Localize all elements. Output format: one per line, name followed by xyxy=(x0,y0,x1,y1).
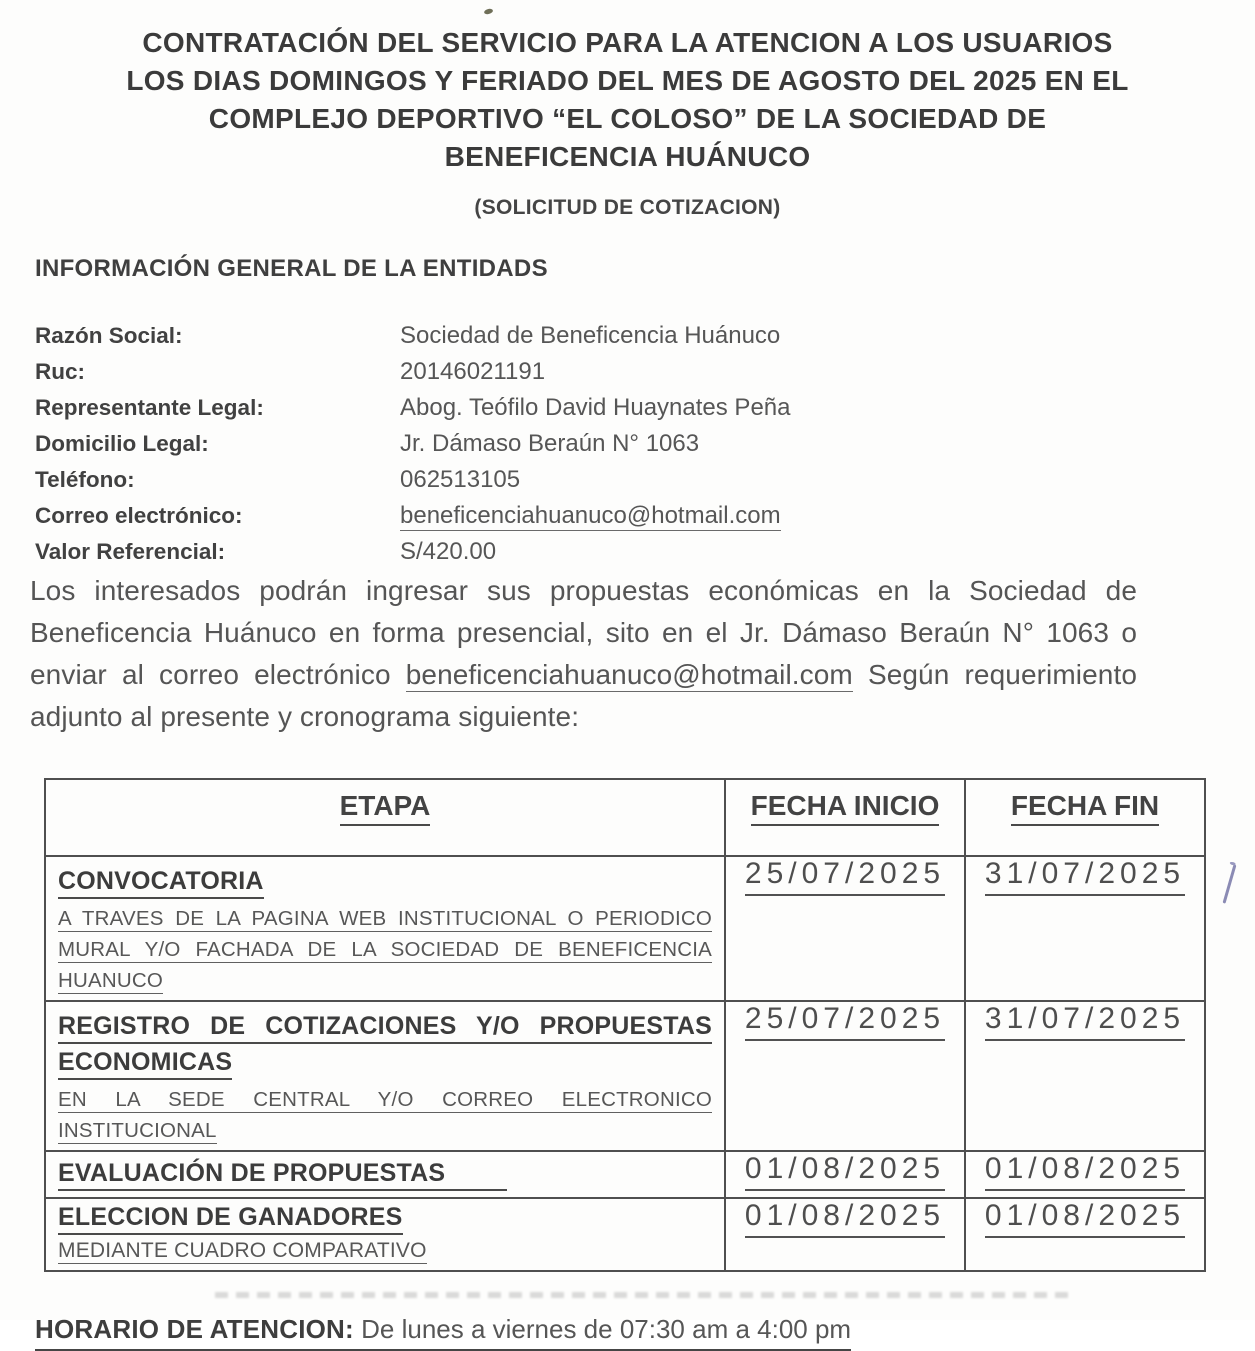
info-row-razon-social xyxy=(35,318,1255,354)
etapa-title xyxy=(58,1201,712,1233)
fecha-inicio-value: 25/07/2025 xyxy=(745,1002,945,1041)
document-subtitle: (SOLICITUD DE COTIZACION) xyxy=(474,196,781,219)
table-header-etapa-label: ETAPA xyxy=(340,790,431,826)
info-value: 20146021191 xyxy=(400,358,546,385)
info-value: 062513105 xyxy=(400,466,521,493)
table-row-registro-cotizaciones xyxy=(45,1001,1205,1151)
fecha-fin-cell xyxy=(965,856,1205,1001)
etapa-detail xyxy=(58,903,712,996)
fecha-fin-value: 01/08/2025 xyxy=(985,1152,1185,1191)
info-row-correo-electronico xyxy=(35,498,1255,534)
table-row-evaluacion-propuestas xyxy=(45,1151,1205,1198)
info-label: Correo electrónico: xyxy=(35,503,243,528)
title-line-4: BENEFICENCIA HUÁNUCO xyxy=(444,141,811,172)
etapa-detail xyxy=(58,1235,712,1266)
info-label: Teléfono: xyxy=(35,467,135,492)
etapa-detail-text: A TRAVES DE LA PAGINA WEB INSTITUCIONAL O PERIODICO MURAL Y/O FACHADA DE LA SOCIEDAD DE BENEFICENCIA HUANUCO xyxy=(58,907,712,992)
etapa-detail xyxy=(58,1084,712,1146)
fecha-fin-cell xyxy=(965,1001,1205,1151)
info-label: Razón Social: xyxy=(35,323,183,348)
table-header-etapa xyxy=(45,779,725,856)
etapa-title-text: EVALUACIÓN DE PROPUESTAS xyxy=(58,1159,507,1191)
fecha-fin-cell xyxy=(965,1198,1205,1271)
scan-speck xyxy=(484,8,494,15)
cutoff-text-remnant xyxy=(215,1292,1070,1298)
info-row-ruc xyxy=(35,354,1255,390)
etapa-title xyxy=(58,1155,712,1191)
etapa-title-text: CONVOCATORIA xyxy=(58,867,264,899)
fecha-inicio-cell xyxy=(725,1198,965,1271)
etapa-detail-text: MEDIANTE CUADRO COMPARATIVO xyxy=(58,1239,427,1262)
info-row-representante-legal xyxy=(35,390,1255,426)
email-address: beneficenciahuanuco@hotmail.com xyxy=(405,659,853,690)
horario-label: HORARIO DE ATENCION: xyxy=(35,1314,354,1344)
etapa-cell xyxy=(45,1198,725,1271)
horario-underlined-text xyxy=(35,1314,851,1351)
etapa-title-text: REGISTRO DE COTIZACIONES Y/O PROPUESTAS ECONOMICAS xyxy=(58,1012,712,1080)
entity-info-list xyxy=(35,318,1255,570)
table-row-convocatoria xyxy=(45,856,1205,1001)
table-header-fecha-fin-label: FECHA FIN xyxy=(1011,790,1159,826)
document-title xyxy=(0,24,1255,176)
intro-paragraph xyxy=(30,570,1137,738)
etapa-cell xyxy=(45,856,725,1001)
fecha-inicio-cell xyxy=(725,1151,965,1198)
info-label: Representante Legal: xyxy=(35,395,264,420)
etapa-cell xyxy=(45,1151,725,1198)
table-header-fecha-inicio-label: FECHA INICIO xyxy=(751,790,940,826)
info-value: Abog. Teófilo David Huaynates Peña xyxy=(400,394,791,421)
schedule-table xyxy=(44,778,1206,1272)
paragraph-text-after-email: Según requerimiento adjunto al presente y cronograma siguiente: xyxy=(30,659,1137,732)
fecha-fin-cell xyxy=(965,1151,1205,1198)
info-row-valor-referencial xyxy=(35,534,1255,570)
info-label: Valor Referencial: xyxy=(35,539,226,564)
title-line-1: CONTRATACIÓN DEL SERVICIO PARA LA ATENCION A LOS USUARIOS xyxy=(142,27,1113,58)
fecha-inicio-value: 01/08/2025 xyxy=(745,1152,945,1191)
table-header-fecha-inicio xyxy=(725,779,965,856)
info-value: S/420.00 xyxy=(400,538,497,565)
fecha-inicio-value: 01/08/2025 xyxy=(745,1199,945,1238)
fecha-inicio-value: 25/07/2025 xyxy=(745,857,945,896)
info-value: Sociedad de Beneficencia Huánuco xyxy=(400,322,781,349)
info-row-telefono xyxy=(35,462,1255,498)
table-header-row xyxy=(45,779,1205,856)
paragraph-text-before-email: Los interesados podrán ingresar sus propuestas económicas en la Sociedad de Beneficencia Huánuco en forma presencial, sito en el Jr. Dámaso Beraún N° 1063 o enviar al correo electrónico xyxy=(30,575,1137,690)
horario-atencion-line xyxy=(35,1314,1255,1345)
fecha-inicio-cell xyxy=(725,1001,965,1151)
etapa-detail-text: EN LA SEDE CENTRAL Y/O CORREO ELECTRONICO INSTITUCIONAL xyxy=(58,1088,712,1142)
fecha-fin-value: 01/08/2025 xyxy=(985,1199,1185,1238)
fecha-inicio-cell xyxy=(725,856,965,1001)
section-heading: INFORMACIÓN GENERAL DE LA ENTIDADS xyxy=(35,255,548,282)
etapa-title-text: ELECCION DE GANADORES xyxy=(58,1203,403,1235)
table-header-fecha-fin xyxy=(965,779,1205,856)
horario-value: De lunes a viernes de 07:30 am a 4:00 pm xyxy=(361,1314,852,1344)
title-line-2: LOS DIAS DOMINGOS Y FERIADO DEL MES DE AGOSTO DEL 2025 EN EL xyxy=(126,65,1129,96)
title-line-3: COMPLEJO DEPORTIVO “EL COLOSO” DE LA SOCIEDAD DE xyxy=(208,103,1047,134)
fecha-fin-value: 31/07/2025 xyxy=(985,857,1185,896)
email-address: beneficenciahuanuco@hotmail.com xyxy=(400,502,781,529)
table-row-eleccion-ganadores xyxy=(45,1198,1205,1271)
info-label: Ruc: xyxy=(35,359,85,384)
pen-tick-mark xyxy=(1223,864,1237,903)
info-row-domicilio-legal xyxy=(35,426,1255,462)
info-label: Domicilio Legal: xyxy=(35,431,209,456)
etapa-cell xyxy=(45,1001,725,1151)
etapa-title xyxy=(58,1008,712,1080)
fecha-fin-value: 31/07/2025 xyxy=(985,1002,1185,1041)
etapa-title xyxy=(58,863,712,899)
info-value: Jr. Dámaso Beraún N° 1063 xyxy=(400,430,700,457)
